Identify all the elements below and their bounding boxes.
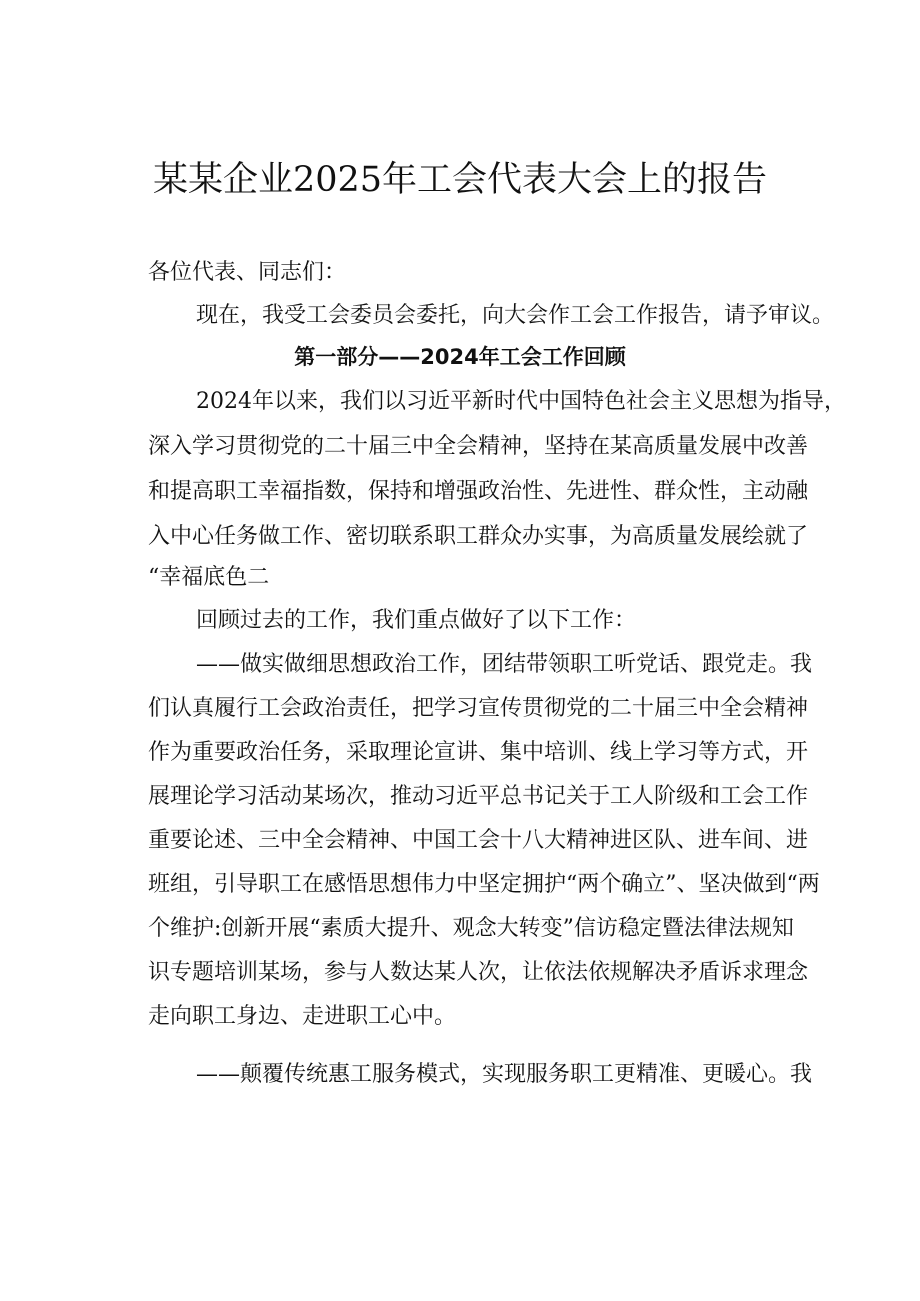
paragraph-line: 深入学习贯彻党的二十届三中全会精神，坚持在某高质量发展中改善: [148, 434, 809, 459]
document-title: 某某企业2025年工会代表大会上的报告: [152, 160, 768, 200]
paragraph-line: 作为重要政治任务，采取理论宣讲、集中培训、线上学习等方式，开: [148, 740, 809, 765]
salutation: 各位代表、同志们：: [148, 260, 347, 285]
paragraph-2: 回顾过去的工作，我们重点做好了以下工作：: [196, 608, 637, 633]
paragraph-line: 走向职工身边、走进职工心中。: [148, 1004, 457, 1029]
paragraph-line: 展理论学习活动某场次，推动习近平总书记关于工人阶级和工会工作: [148, 784, 809, 809]
paragraph-line: ——做实做细思想政治工作，团结带领职工听党话、跟党走。我: [196, 652, 813, 677]
paragraph-line: 2024年以来，我们以习近平新时代中国特色社会主义思想为指导，: [196, 389, 846, 414]
paragraph-line: 入中心任务做工作、密切联系职工群众办实事，为高质量发展绘就了: [148, 524, 809, 549]
intro-paragraph: 现在，我受工会委员会委托，向大会作工会工作报告，请予审议。: [196, 303, 835, 328]
paragraph-line: 个维护:创新开展“素质大提升、观念大转变”信访稳定暨法律法规知: [148, 916, 794, 941]
paragraph-line: ——颠覆传统惠工服务模式，实现服务职工更精准、更暖心。我: [196, 1062, 813, 1087]
paragraph-line: 和提高职工幸福指数，保持和增强政治性、先进性、群众性，主动融: [148, 479, 809, 504]
paragraph-line: 班组，引导职工在感悟思想伟力中坚定拥护“两个确立”、坚决做到“两: [148, 872, 820, 897]
paragraph-line: 们认真履行工会政治责任，把学习宣传贯彻党的二十届三中全会精神: [148, 696, 809, 721]
paragraph-line: “幸福底色二: [148, 565, 270, 590]
paragraph-line: 重要论述、三中全会精神、中国工会十八大精神进区队、进车间、进: [148, 828, 809, 853]
section-heading: 第一部分——2024年工会工作回顾: [294, 345, 626, 369]
paragraph-line: 识专题培训某场，参与人数达某人次，让依法依规解决矛盾诉求理念: [148, 960, 809, 985]
